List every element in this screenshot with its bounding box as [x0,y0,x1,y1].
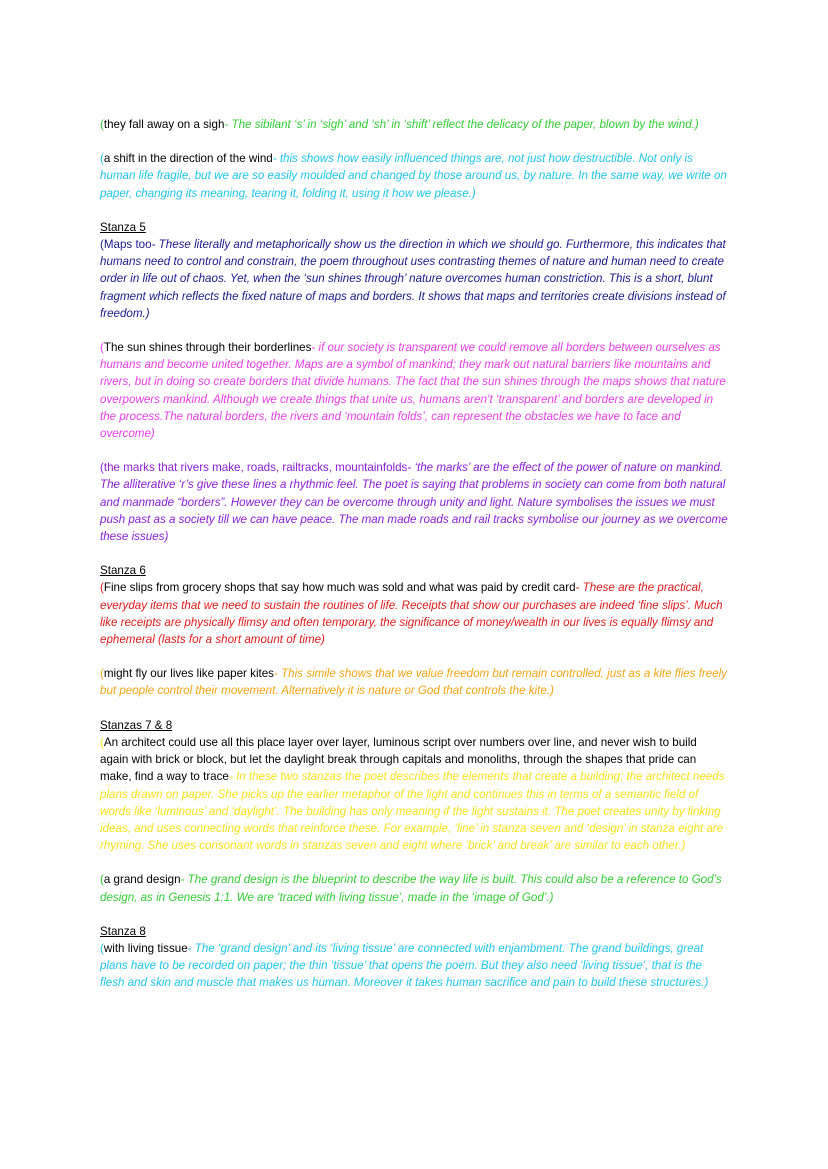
annotation-living-tissue [100,940,728,992]
annotation-comment: - The sibilant ‘s’ in ‘sigh’ and ‘sh’ in ‘shift’ reflect the delicacy of the paper, blown by the wind.) [224,118,699,131]
annotation-sigh [100,116,728,133]
annotation-shift [100,150,728,202]
annotation-comment: - if our society is transparent we could remove all borders between ourselves as humans and become united together. Maps are a symbol of mankind; they mark out natural barriers like mountains and rivers, but in doing so create borders that divide humans. The fact that the sun shines through the maps shows that nature overpowers mankind. Although we create things that unite us, humans aren’t ‘transparent’ and borders are developed in the process.The natural borders, the rivers and ‘mountain folds’, can represent the obstacles we have to face and overcome) [100,341,726,441]
annotation-paper-kites [100,665,728,699]
poem-quote: a shift in the direction of the wind [103,152,273,166]
section-heading-stanza-5: Stanza 5 [100,220,146,234]
annotation-comment: - These literally and metaphorically show us the direction in which we should go. Furthermore, this indicates that humans need to control and constrain, the poem throughout uses contrasting themes of nature and human need to create order in life out of chaos. Yet, when the ‘sun shines through’ nature overcomes human constriction. This is a short, blunt fragment which reflects the fixed nature of maps and borders. It shows that maps and territories create divisions instead of freedom.) [100,238,726,320]
poem-quote: with living tissue [103,941,188,955]
poem-quote: The sun shines through their borderlines [103,341,312,355]
open-paren: ( [100,118,104,131]
annotation-grand-design [100,871,728,905]
poem-quote: they fall away on a sigh [103,118,225,131]
open-paren: ( [100,341,104,355]
annotation-comment: - The ‘grand design’ and its ‘living tissue’ are connected with enjambment. The grand buildings, great plans have to be recorded on paper; the thin ‘tissue’ that opens the poem. But they also need ‘living tissue’, that is the flesh and skin and muscle that makes us human. Moreover it takes human sacrifice and pain to build these structures.) [100,941,709,990]
section-heading-stanza-8: Stanza 8 [100,924,146,938]
poem-quote: might fly our lives like paper kites [103,667,274,681]
open-paren: ( [100,941,104,955]
annotation-fine-slips [100,579,728,648]
open-paren: ( [100,667,104,681]
section-heading-stanza-6: Stanza 6 [100,564,146,578]
poem-quote: An architect could use all this place layer over layer, luminous script over numbers over line, and never wish to build again with brick or block, but let the daylight break through capitals and monoliths, through the shapes that pride can make, find a way to trace [100,735,697,784]
poem-quote: Fine slips from grocery shops that say how much was sold and what was paid by credit card [103,581,576,595]
open-paren: ( [100,735,104,749]
open-paren: ( [100,873,104,887]
poem-quote: a grand design [103,873,181,887]
annotation-comment: - this shows how easily influenced things are, not just how destructible. Not only is human life fragile, but we are so easily moulded and changed by those around us, by nature. In the same way, we write on paper, changing its meaning, tearing it, folding it, using it how we please.) [100,152,727,200]
poem-quote: Maps too [103,238,152,252]
annotation-comment: - In these two stanzas the poet describes the elements that create a building; the architect needs plans drawn on paper. She picks up the earlier metaphor of the light and continues this in terms of a semantic field of words like ‘luminous’ and ‘daylight’. The building has only meaning if the light sustains it. The poet creates unity by linking ideas, and uses connecting words that reinforce these. For example, ‘line’ in stanza seven and ‘design’ in stanza eight are rhyming. She uses consonant words in stanzas seven and eight where ‘brick’ and break’ are similar to each other.) [100,770,725,853]
open-paren: ( [100,238,104,252]
annotation-comment: - This simile shows that we value freedom but remain controlled, just as a kite flies freely but people control their movement. Alternatively it is nature or God that controls the kite.) [100,667,727,698]
document-page [100,116,728,1009]
annotation-comment: - These are the practical, everyday items that we need to sustain the routines of life. Receipts that show our purchases are indeed ‘fine slips’. Much like receipts are physically flimsy and often temporary, the significance of money/wealth in our lives is equally flimsy and ephemeral (lasts for a short amount of time) [100,581,723,647]
annotation-comment: - ‘the marks’ are the effect of the power of nature on mankind. The alliterative ‘r’s give these lines a rhythmic feel. The poet is saying that problems in society can come from both natural and manmade “borders”. However they can be overcome through unity and light. Nature symbolises the issues we must push past as a society till we can have peace. The man made roads and rail tracks symbolise our journey as we overcome these issues) [100,461,728,544]
annotation-sun-shines [100,339,728,442]
open-paren: ( [100,581,104,595]
poem-quote: the marks that rivers make, roads, railtracks, mountainfolds [103,461,408,475]
open-paren: ( [100,461,104,475]
open-paren: ( [100,152,104,166]
section-heading-stanzas-7-8: Stanzas 7 & 8 [100,718,173,732]
annotation-marks [100,459,728,545]
annotation-architect [100,734,728,854]
annotation-comment: - The grand design is the blueprint to describe the way life is built. This could also be a reference to God’s design, as in Genesis 1:1. We are ‘traced with living tissue’, made in the ‘image of God’.) [100,873,722,904]
annotation-maps-too [100,236,728,322]
